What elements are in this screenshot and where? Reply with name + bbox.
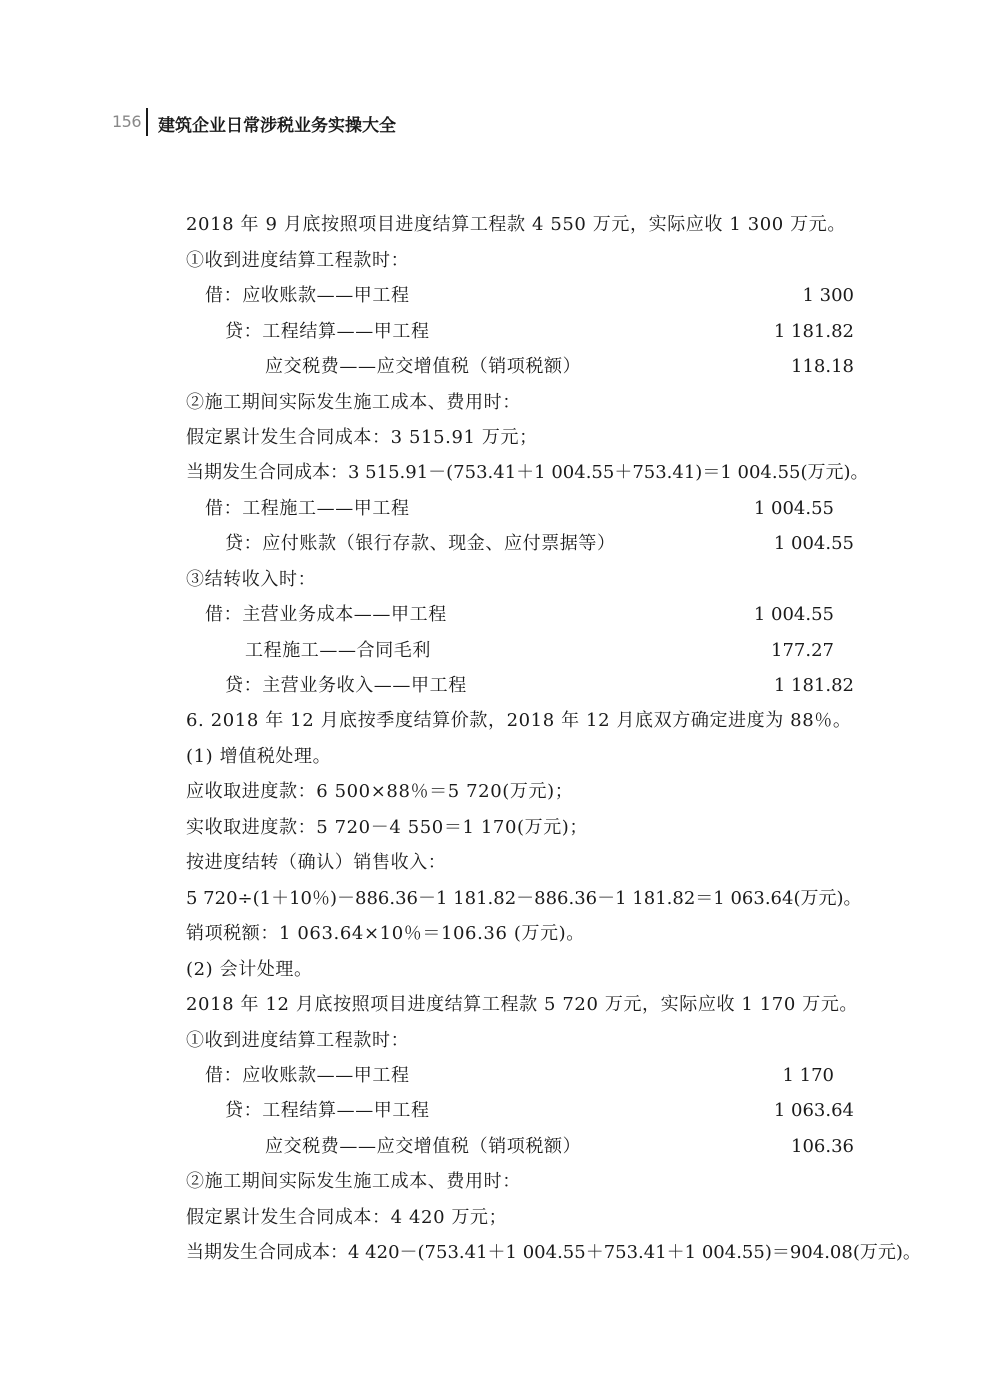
journal-entry-amount: 1 004.55 — [753, 498, 834, 519]
journal-entry-account: 贷：应付账款（银行存款、现金、应付票据等） — [225, 533, 616, 554]
journal-entry-account: 应交税费——应交增值税（销项税额） — [265, 1136, 582, 1157]
sub-heading: (2) 会计处理。 — [186, 959, 313, 980]
text-line: 当期发生合同成本：3 515.91－(753.41＋1 004.55＋753.41)＝1 004.55(万元)。 — [186, 462, 869, 483]
text-line: 5 720÷(1＋10％)－886.36－1 181.82－886.36－1 181.82＝1 063.64(万元)。 — [186, 888, 862, 909]
book-title: 建筑企业日常涉税业务实操大全 — [158, 116, 396, 136]
journal-entry-amount: 106.36 — [791, 1136, 854, 1157]
journal-entry-amount: 118.18 — [791, 356, 854, 377]
text-line: ①收到进度结算工程款时： — [186, 250, 410, 271]
journal-entry-account: 借：应收账款——甲工程 — [205, 285, 410, 306]
journal-entry-amount: 1 170 — [782, 1065, 834, 1086]
text-line: 假定累计发生合同成本：3 515.91 万元； — [186, 427, 538, 448]
journal-entry-account: 应交税费——应交增值税（销项税额） — [265, 356, 582, 377]
journal-entry-amount: 1 004.55 — [753, 604, 834, 625]
sub-heading: (1) 增值税处理。 — [186, 746, 332, 767]
text-line: ③结转收入时： — [186, 569, 317, 590]
journal-entry-account: 借：工程施工——甲工程 — [205, 498, 410, 519]
text-line: 按进度结转（确认）销售收入： — [186, 852, 447, 873]
journal-entry-account: 贷：主营业务收入——甲工程 — [225, 675, 467, 696]
text-line: 销项税额：1 063.64×10％＝106.36 (万元)。 — [186, 923, 585, 944]
text-line: 实收取进度款：5 720－4 550＝1 170(万元)； — [186, 817, 589, 838]
journal-entry-account: 借：主营业务成本——甲工程 — [205, 604, 447, 625]
journal-entry-account: 工程施工——合同毛利 — [245, 640, 431, 661]
text-line: 2018 年 12 月底按照项目进度结算工程款 5 720 万元，实际应收 1 170 万元。 — [186, 994, 859, 1015]
journal-entry-amount: 1 181.82 — [773, 675, 854, 696]
journal-entry-account: 借：应收账款——甲工程 — [205, 1065, 410, 1086]
text-line: 应收取进度款：6 500×88％＝5 720(万元)； — [186, 781, 574, 802]
page-number: 156 — [112, 112, 142, 131]
journal-entry-amount: 1 004.55 — [773, 533, 854, 554]
text-line: 2018 年 9 月底按照项目进度结算工程款 4 550 万元，实际应收 1 300 万元。 — [186, 214, 846, 235]
journal-entry-account: 贷：工程结算——甲工程 — [225, 1100, 430, 1121]
text-line: 当期发生合同成本：4 420－(753.41＋1 004.55＋753.41＋1 004.55)＝904.08(万元)。 — [186, 1242, 921, 1263]
header-divider — [146, 108, 148, 136]
journal-entry-amount: 177.27 — [771, 640, 834, 661]
text-line: ②施工期间实际发生施工成本、费用时： — [186, 392, 521, 413]
text-line: 假定累计发生合同成本：4 420 万元； — [186, 1207, 508, 1228]
journal-entry-account: 贷：工程结算——甲工程 — [225, 321, 430, 342]
section-heading: 6. 2018 年 12 月底按季度结算价款，2018 年 12 月底双方确定进度为 88％。 — [186, 710, 852, 731]
journal-entry-amount: 1 063.64 — [773, 1100, 854, 1121]
text-line: ②施工期间实际发生施工成本、费用时： — [186, 1171, 521, 1192]
journal-entry-amount: 1 181.82 — [773, 321, 854, 342]
journal-entry-amount: 1 300 — [802, 285, 854, 306]
text-line: ①收到进度结算工程款时： — [186, 1030, 410, 1051]
